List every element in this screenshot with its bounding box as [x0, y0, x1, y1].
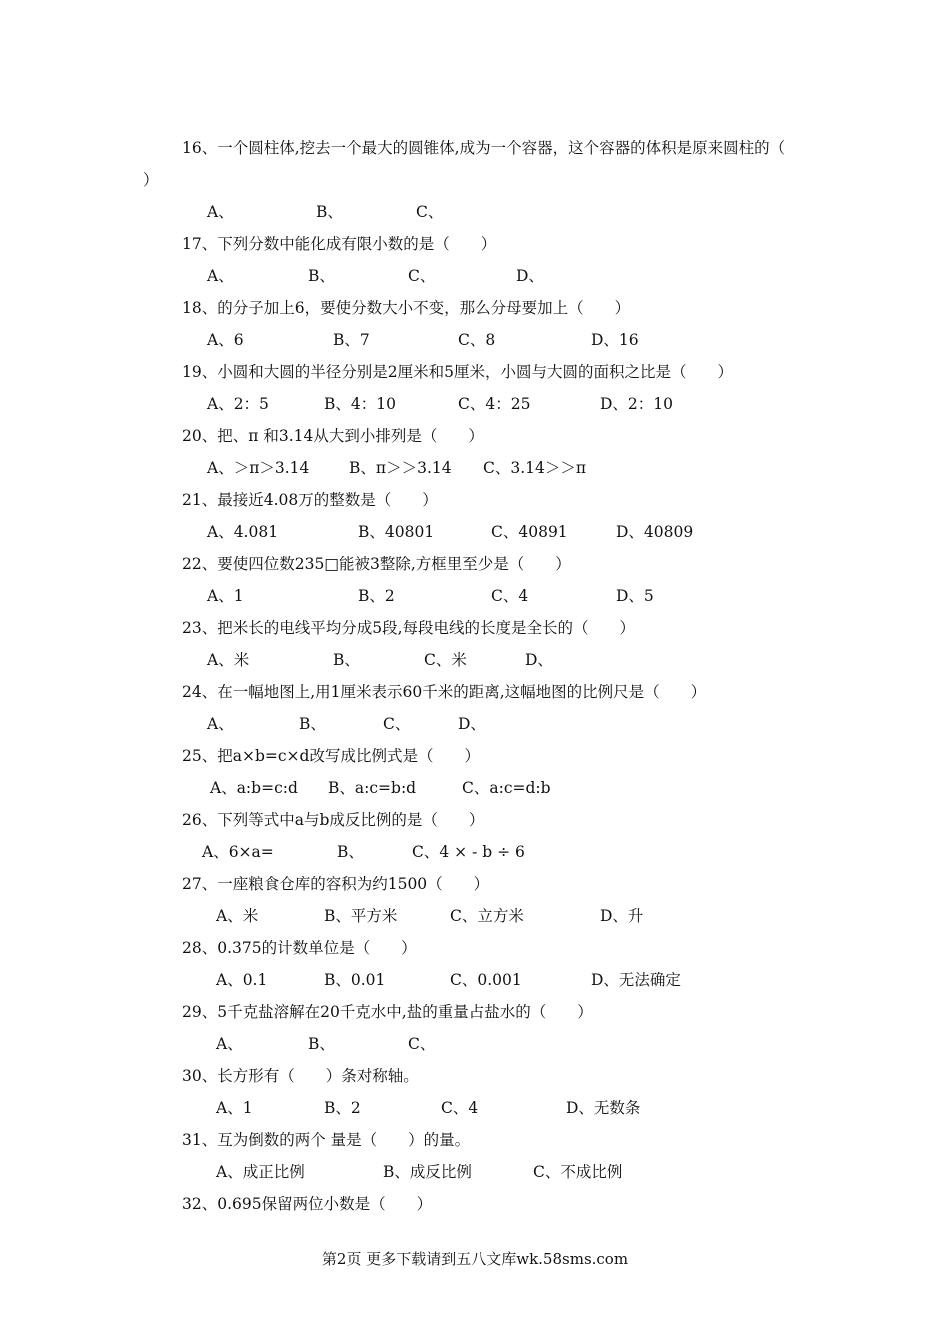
question-28: 28、0.375的计数单位是（ ）: [182, 939, 417, 957]
option-a: A、: [207, 715, 234, 733]
option-c: C、4: [491, 587, 529, 605]
option-c: C、a:c=d:b: [462, 779, 551, 797]
option-c: C、4: [441, 1099, 479, 1117]
option-d: D、2：10: [600, 395, 674, 413]
option-c: C、: [408, 1035, 436, 1053]
option-b: B、2: [358, 587, 395, 605]
question-26: 26、下列等式中a与b成反比例的是（ ）: [182, 811, 485, 829]
option-b: B、a:c=b:d: [328, 779, 417, 797]
option-a: A、: [207, 267, 234, 285]
option-c: C、40891: [491, 523, 568, 541]
option-c: C、: [383, 715, 411, 733]
question-16-continuation: ）: [143, 171, 159, 189]
option-b: B、4：10: [324, 395, 396, 413]
option-d: D、升: [600, 907, 644, 925]
option-d: D、16: [591, 331, 639, 349]
option-b: B、: [308, 1035, 335, 1053]
option-b: B、: [316, 203, 343, 221]
option-d: D、40809: [616, 523, 694, 541]
option-a: A、0.1: [216, 971, 268, 989]
question-27: 27、一座粮食仓库的容积为约1500（ ）: [182, 875, 490, 893]
question-17: 17、下列分数中能化成有限小数的是（ ）: [182, 235, 497, 253]
option-d: D、无数条: [566, 1099, 641, 1117]
option-c: C、米: [424, 651, 467, 669]
option-a: A、a:b=c:d: [210, 779, 298, 797]
option-d: D、无法确定: [591, 971, 681, 989]
option-a: A、6×a=: [202, 843, 274, 861]
option-b: B、7: [333, 331, 370, 349]
option-a: A、米: [207, 651, 250, 669]
option-c: C、不成比例: [533, 1163, 623, 1181]
option-b: B、2: [324, 1099, 361, 1117]
option-b: B、: [333, 651, 360, 669]
option-b: B、0.01: [324, 971, 386, 989]
option-b: B、40801: [358, 523, 435, 541]
option-a: A、: [207, 203, 234, 221]
option-b: B、成反比例: [383, 1163, 472, 1181]
page-footer: 第2页 更多下载请到五八文库wk.58sms.com: [321, 1250, 629, 1268]
question-19: 19、小圆和大圆的半径分别是2厘米和5厘米，小圆与大圆的面积之比是（ ）: [182, 363, 733, 381]
option-b: B、平方米: [324, 907, 398, 925]
option-c: C、立方米: [450, 907, 524, 925]
option-b: B、π＞＞3.14: [349, 459, 452, 477]
option-a: A、4.081: [207, 523, 279, 541]
option-d: D、5: [616, 587, 654, 605]
question-20: 20、把、π 和3.14从大到小排列是（ ）: [182, 427, 484, 445]
question-16: 16、一个圆柱体,挖去一个最大的圆锥体,成为一个容器，这个容器的体积是原来圆柱的（: [182, 139, 786, 157]
option-c: C、4：25: [458, 395, 531, 413]
question-29: 29、5千克盐溶解在20千克水中,盐的重量占盐水的（ ）: [182, 1003, 593, 1021]
question-24: 24、在一幅地图上,用1厘米表示60千米的距离,这幅地图的比例尺是（ ）: [182, 683, 707, 701]
option-c: C、8: [458, 331, 496, 349]
question-25: 25、把a×b=c×d改写成比例式是（ ）: [182, 747, 480, 765]
option-a: A、米: [216, 907, 259, 925]
question-23: 23、把米长的电线平均分成5段,每段电线的长度是全长的（ ）: [182, 619, 636, 637]
option-d: D、: [458, 715, 486, 733]
option-b: B、: [299, 715, 326, 733]
option-a: A、2：5: [207, 395, 269, 413]
option-c: C、3.14＞＞π: [483, 459, 587, 477]
option-b: B、: [337, 843, 364, 861]
question-30: 30、长方形有（ ）条对称轴。: [182, 1067, 419, 1085]
option-a: A、: [216, 1035, 243, 1053]
question-22: 22、要使四位数235□能被3整除,方框里至少是（ ）: [182, 555, 571, 573]
option-c: C、0.001: [450, 971, 522, 989]
option-a: A、＞π＞3.14: [207, 459, 310, 477]
option-a: A、1: [216, 1099, 253, 1117]
question-18: 18、的分子加上6，要使分数大小不变，那么分母要加上（ ）: [182, 299, 631, 317]
option-b: B、: [308, 267, 335, 285]
option-c: C、4 × - b ÷ 6: [412, 843, 525, 861]
option-c: C、: [408, 267, 436, 285]
question-21: 21、最接近4.08万的整数是（ ）: [182, 491, 438, 509]
question-32: 32、0.695保留两位小数是（ ）: [182, 1195, 433, 1213]
option-d: D、: [516, 267, 544, 285]
option-a: A、1: [207, 587, 244, 605]
option-a: A、成正比例: [216, 1163, 305, 1181]
question-31: 31、互为倒数的两个 量是（ ）的量。: [182, 1131, 471, 1149]
option-c: C、: [416, 203, 444, 221]
option-a: A、6: [207, 331, 244, 349]
option-d: D、: [525, 651, 553, 669]
